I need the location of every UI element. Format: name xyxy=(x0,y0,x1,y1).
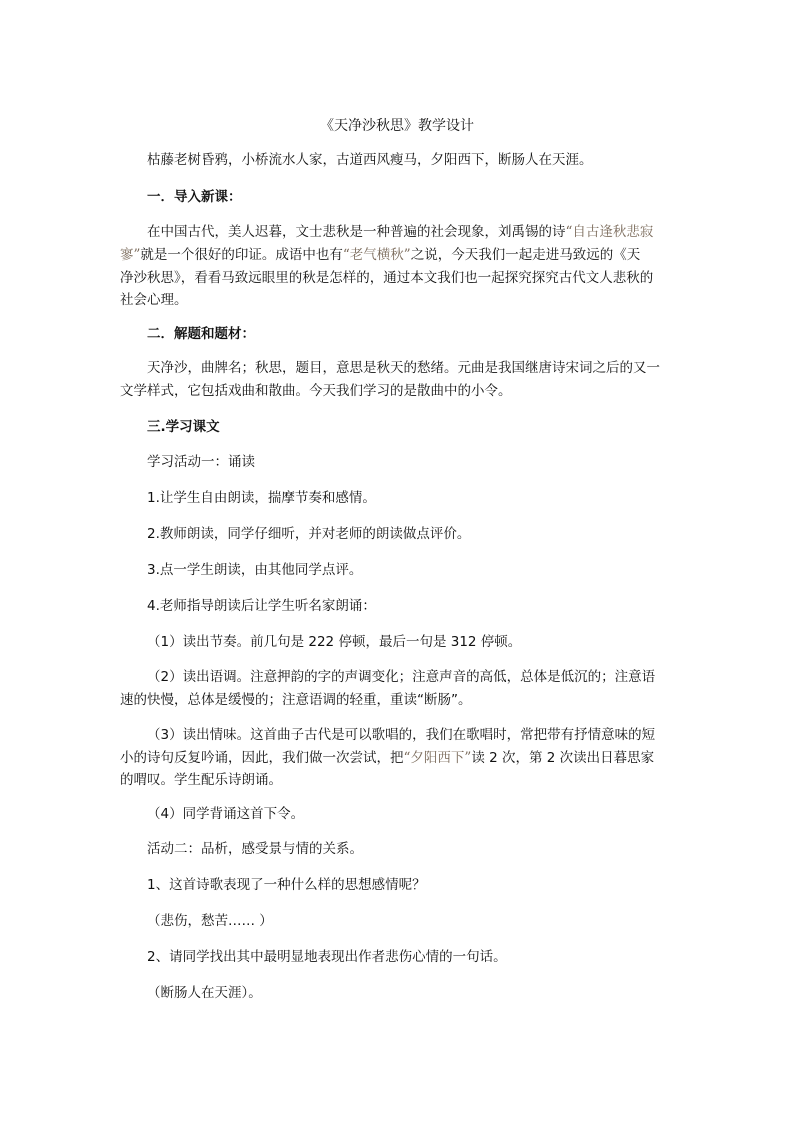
section1-line1-quote: “自古逢秋悲寂 xyxy=(565,224,654,240)
sub3-line2-text: 小的诗句反复吟诵，因此，我们做一次尝试，把 xyxy=(120,750,404,766)
section1-line4: 社会心理。 xyxy=(120,292,188,308)
step4: 4.老师指导朗读后让学生听名家朗诵： xyxy=(147,598,376,614)
section1-line2-quote2: “老气横秋” xyxy=(342,247,411,263)
activity2-title: 活动二：品析，感受景与情的关系。 xyxy=(147,841,363,857)
answer2: （断肠人在天涯）。 xyxy=(147,985,262,1001)
section1-line1-text: 在中国古代，美人迟暮，文士悲秋是一种普遍的社会现象，刘禹锡的诗 xyxy=(147,224,566,240)
question1: 1、这首诗歌表现了一种什么样的思想感情呢？ xyxy=(147,877,426,893)
section2-heading: 二．解题和题材： xyxy=(147,326,255,342)
sub3-line2-text2: 读 2 次，第 2 次读出日暮思家 xyxy=(471,750,655,766)
section3-heading: 三.学习课文 xyxy=(147,419,220,435)
section1-line1 xyxy=(147,222,707,242)
sub3-line3: 的喟叹。学生配乐诗朗诵。 xyxy=(120,772,282,788)
answer1: （悲伤，愁苦…… ） xyxy=(147,913,273,929)
step1: 1.让学生自由朗读，揣摩节奏和感情。 xyxy=(147,490,376,506)
section2-line1: 天净沙，曲牌名；秋思，题目，意思是秋天的愁绪。元曲是我国继唐诗宋词之后的又一 xyxy=(147,360,660,376)
document-title: 《天净沙秋思》教学设计 xyxy=(320,118,474,134)
sub4: （4）同学背诵这首下令。 xyxy=(147,806,305,822)
section1-line2-quote: 寥” xyxy=(120,247,141,263)
activity1-title: 学习活动一：诵读 xyxy=(147,454,255,470)
section2-line2: 文学样式，它包括戏曲和散曲。今天我们学习的是散曲中的小令。 xyxy=(120,383,512,399)
section1-line2 xyxy=(120,245,680,265)
step2: 2.教师朗读，同学仔细听，并对老师的朗读做点评价。 xyxy=(147,526,471,542)
sub3-line2 xyxy=(120,748,680,768)
poem-text: 枯藤老树昏鸦，小桥流水人家，古道西风瘦马，夕阳西下，断肠人在天涯。 xyxy=(147,152,593,168)
sub3-line2-quote: “夕阳西下” xyxy=(403,750,472,766)
section1-line2-text: 就是一个很好的印证。成语中也有 xyxy=(140,247,343,263)
sub2-line1: （2）读出语调。注意押韵的字的声调变化；注意声音的高低，总体是低沉的；注意语 xyxy=(147,669,656,685)
section1-line2-text2: 之说，今天我们一起走进马致远的《天 xyxy=(410,247,641,263)
step3: 3.点一学生朗读，由其他同学点评。 xyxy=(147,562,363,578)
sub3-line1: （3）读出情味。这首曲子古代是可以歌唱的，我们在歌唱时，常把带有抒情意味的短 xyxy=(147,727,656,743)
question2: 2、请同学找出其中最明显地表现出作者悲伤心情的一句话。 xyxy=(147,949,507,965)
section1-heading: 一．导入新课： xyxy=(147,189,242,205)
sub1: （1）读出节奏。前几句是 222 停顿，最后一句是 312 停顿。 xyxy=(147,634,522,650)
section1-line3: 净沙秋思》，看看马致远眼里的秋是怎样的，通过本文我们也一起探究探究古代文人悲秋的 xyxy=(120,270,654,286)
sub2-line2: 速的快慢，总体是缓慢的；注意语调的轻重，重读“断肠”。 xyxy=(120,692,472,708)
